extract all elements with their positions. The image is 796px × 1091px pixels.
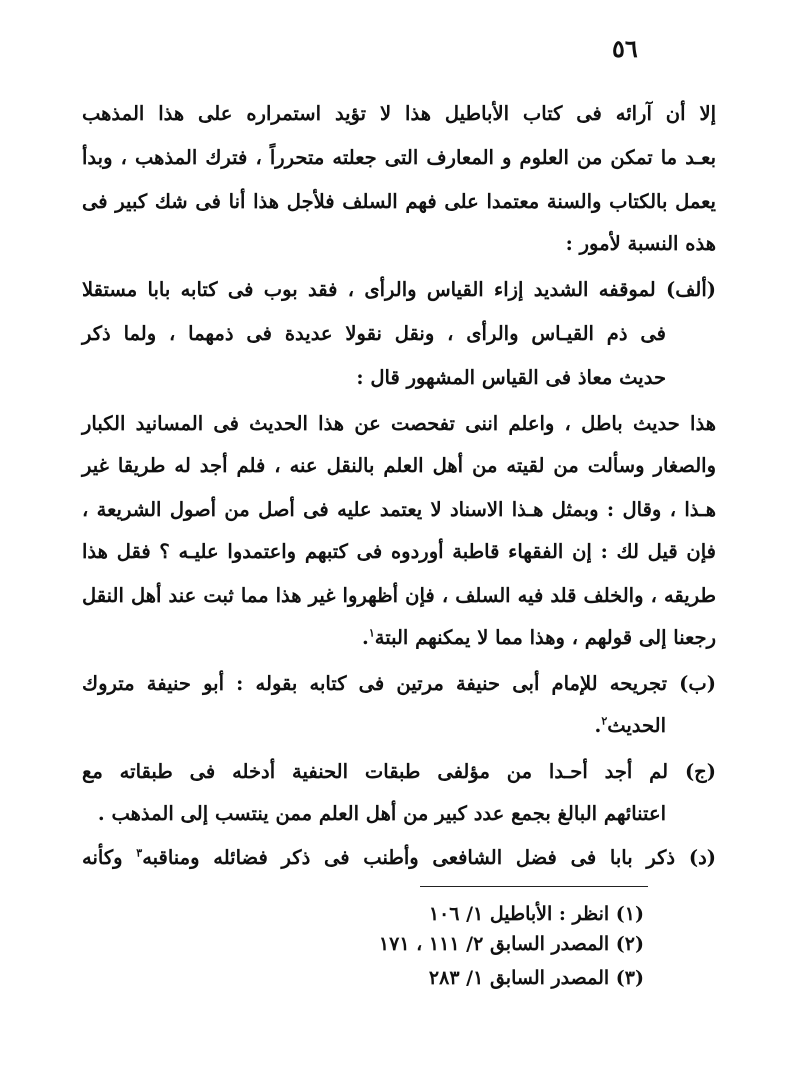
quote-line: هـذا ، وقال : وبمثل هـذا الاسناد لا يعتمد عليه فى أصل من أصول الشريعة ، xyxy=(82,498,716,521)
footnote-2: (٢) المصدر السابق ٢/ ١١١ ، ١٧١ xyxy=(378,933,644,955)
body-line: بعـد ما تمكن من العلوم و المعارف التى جعلته متحرراً ، فترك المذهب ، وبدأ xyxy=(82,146,716,169)
alif-item-line: فى ذم القيـاس والرأى ، ونقل نقولا عديدة فى ذمهما ، ولما ذكر xyxy=(82,322,666,345)
dal-text: (د) ذكر بابا فى فضل الشافعى وأطنب فى ذكر فضائله ومناقبه xyxy=(142,846,716,869)
body-line: يعمل بالكتاب والسنة معتمدا على فهم السلف فلأجل هذا أنا فى شك كبير فى xyxy=(82,190,716,213)
alif-item-line: حديث معاذ فى القياس المشهور قال : xyxy=(356,366,666,389)
footnote-3: (٣) المصدر السابق ١/ ٢٨٣ xyxy=(428,967,644,989)
footnote-ref[interactable]: ٢ xyxy=(601,714,608,728)
quote-end: . xyxy=(362,626,369,649)
dal-item-line xyxy=(82,844,716,872)
quote-line: والصغار وسألت من لقيته من أهل العلم بالنقل عنه ، فلم أجد له طريقا غير xyxy=(82,454,716,477)
jim-item-line: (ج) لم أجد أحـدا من مؤلفى طبقات الحنفية أدخله فى طبقاته مع xyxy=(82,760,716,783)
ba-item-line: (ب) تجريحه للإمام أبى حنيفة مرتين فى كتابه بقوله : أبو حنيفة متروك xyxy=(82,672,716,695)
quote-line: فإن قيل لك : إن الفقهاء قاطبة أوردوه فى كتبهم واعتمدوا عليـه ؟ فقل هذا xyxy=(82,540,716,563)
alif-item-line: (ألف) لموقفه الشديد إزاء القياس والرأى ، فقد بوب فى كتابه بابا مستقلا xyxy=(82,278,716,301)
footnote-ref[interactable]: ٣ xyxy=(136,846,143,860)
quote-line: طريقه ، والخلف قلد فيه السلف ، فإن أظهروا غير هذا مما ثبت عند أهل النقل xyxy=(82,584,716,607)
body-line: إلا أن آرائه فى كتاب الأباطيل هذا لا تؤيد استمراره على هذا المذهب xyxy=(82,102,716,125)
ba-text: الحديث xyxy=(607,714,666,737)
footnote-1: (١) انظر : الأباطيل ١/ ١٠٦ xyxy=(428,903,644,925)
quote-line xyxy=(82,624,716,652)
jim-item-line: اعتنائهم البالغ بجمع عدد كبير من أهل العلم ممن ينتسب إلى المذهب . xyxy=(97,802,666,825)
quote-text: رجعنا إلى قولهم ، وهذا مما لا يمكنهم البتة xyxy=(374,626,716,649)
dal-text-end: وكأنه xyxy=(82,846,137,869)
ba-item-line xyxy=(82,712,666,740)
ba-end: . xyxy=(594,714,602,737)
footnote-ref[interactable]: ١ xyxy=(368,626,375,640)
page-number: ٥٦ xyxy=(612,34,638,63)
quote-line: هذا حديث باطل ، واعلم اننى تفحصت عن هذا الحديث فى المسانيد الكبار xyxy=(82,412,716,435)
body-line: هذه النسبة لأمور : xyxy=(565,232,716,255)
footnote-divider xyxy=(420,886,648,887)
